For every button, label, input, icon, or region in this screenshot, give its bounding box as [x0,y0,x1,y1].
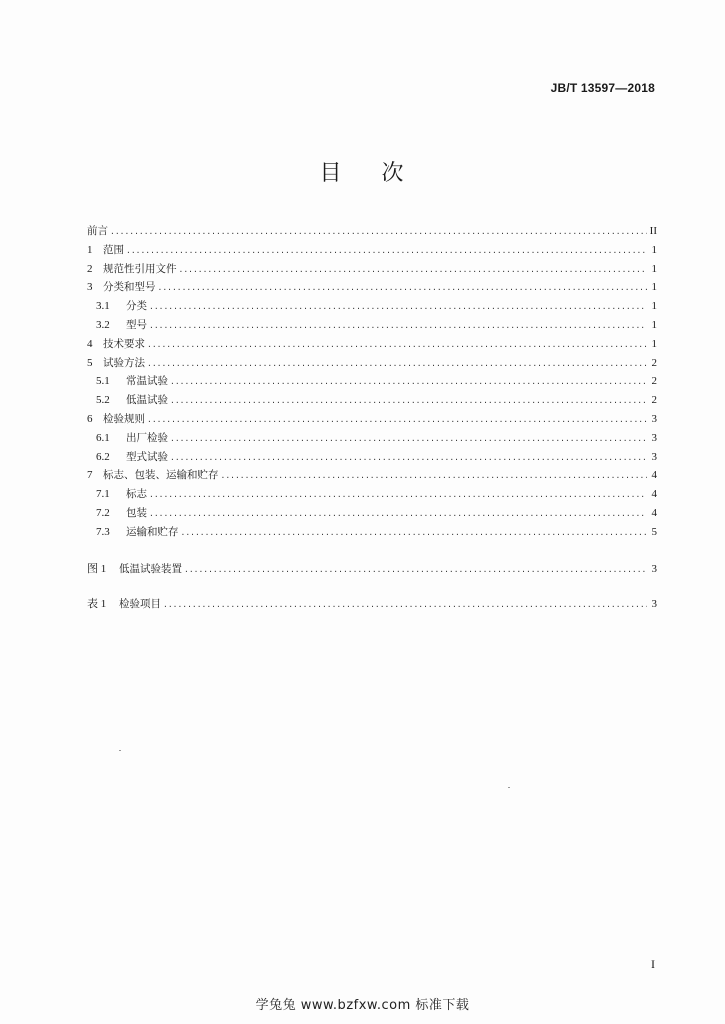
toc-table-text: 检验项目 [119,598,161,611]
toc-entry-text: 前言 [87,225,108,237]
toc-entry-number: 7 [87,469,93,482]
toc-entry-page: 2 [651,356,657,369]
toc-leader-dots [149,486,647,505]
toc-entry-page: 1 [651,281,657,294]
toc-entry-text: 试验方法 [103,356,145,369]
toc-leader-dots [149,298,647,317]
toc-leader-dots [147,336,647,355]
toc-figure-page: 3 [651,562,657,575]
toc-entry-number: 5.1 [96,375,110,388]
toc-entry-6-1[interactable] [87,429,657,448]
toc-entry-text: 常温试验 [126,375,168,388]
toc-entry-text: 出厂检验 [126,431,168,444]
toc-entry-number: 1 [87,243,93,256]
toc-leader-dots [170,430,647,449]
toc-entry-number: 5.2 [96,394,110,407]
toc-entry-text: 技术要求 [103,337,145,350]
toc-entry-number: 7.2 [96,506,110,519]
toc-entry-number: 3.1 [96,300,110,313]
toc-entry-number: 3.2 [96,318,110,331]
toc-figure-text: 低温试验装置 [119,562,182,575]
toc-entry-text: 范围 [103,243,124,256]
toc-leader-dots [149,317,647,336]
toc-entry-number: 4 [87,337,93,350]
toc-entry-6-2[interactable] [87,448,657,467]
toc-entry-page: 3 [651,450,657,463]
table-of-contents [87,222,657,614]
toc-entry-3[interactable] [87,278,657,297]
toc-entry-text: 型号 [126,318,147,331]
toc-leader-dots [163,596,647,615]
toc-entry-page: 2 [651,394,657,407]
standard-number: JB/T 13597—2018 [550,81,655,95]
toc-leader-dots [110,223,647,242]
toc-leader-dots [170,373,647,392]
toc-entry-1[interactable] [87,241,657,260]
toc-entry-number: 3 [87,281,93,294]
toc-entry-5[interactable] [87,354,657,373]
toc-entry-text: 包装 [126,506,147,519]
toc-entry-7-2[interactable] [87,504,657,523]
toc-leader-dots [179,261,648,280]
toc-leader-dots [184,561,647,580]
toc-entry-page: 3 [651,431,657,444]
toc-leader-dots [149,505,647,524]
toc-entry-7-1[interactable] [87,485,657,504]
toc-entry-text: 分类 [126,300,147,313]
toc-entry-7-3[interactable] [87,523,657,542]
page-number: I [651,957,655,971]
toc-title [0,156,725,187]
toc-leader-dots [170,449,647,468]
toc-entry-4[interactable] [87,335,657,354]
toc-entry-text: 检验规则 [103,412,145,425]
toc-entry-page: 4 [651,506,657,519]
toc-entry-text: 标志 [126,488,147,501]
toc-leader-dots [158,279,648,298]
scan-speck [119,750,121,751]
toc-entry-page: 1 [651,337,657,350]
toc-entry-text: 型式试验 [126,450,168,463]
toc-leader-dots [147,355,647,374]
toc-leader-dots [170,392,647,411]
toc-leader-dots [221,467,648,486]
toc-entry-text: 运输和贮存 [126,525,179,538]
toc-entry-page: 1 [651,318,657,331]
toc-title-part1: 目 [319,161,344,186]
toc-entry-number: 7.1 [96,488,110,501]
toc-entry-number: 2 [87,262,93,275]
toc-entry-text: 低温试验 [126,394,168,407]
toc-entry-number: 7.3 [96,525,110,538]
toc-entry-page: II [649,225,657,237]
toc-entry-number: 6.1 [96,431,110,444]
toc-entry-number: 6 [87,412,93,425]
toc-entry-3-1[interactable] [87,297,657,316]
toc-entry-number: 5 [87,356,93,369]
toc-entry-page: 4 [651,488,657,501]
toc-entry-page: 4 [651,469,657,482]
toc-table-1[interactable] [87,595,657,614]
toc-entry-foreword[interactable] [87,222,657,241]
toc-figure-number: 图 1 [87,562,107,575]
toc-entry-7[interactable] [87,466,657,485]
toc-entry-text: 标志、包装、运输和贮存 [103,469,219,482]
toc-entry-5-2[interactable] [87,391,657,410]
toc-entry-page: 5 [651,525,657,538]
toc-entry-5-1[interactable] [87,372,657,391]
toc-entry-number: 6.2 [96,450,110,463]
toc-entry-page: 2 [651,375,657,388]
toc-entry-6[interactable] [87,410,657,429]
watermark: 学兔兔 www.bzfxw.com 标准下载 [255,998,470,1013]
toc-leader-dots [147,411,647,430]
toc-entry-text: 规范性引用文件 [103,262,177,275]
toc-entry-text: 分类和型号 [103,281,156,294]
toc-figure-1[interactable] [87,560,657,579]
toc-table-page: 3 [651,598,657,611]
scan-speck [508,787,510,788]
toc-table-number: 表 1 [87,598,107,611]
toc-entry-3-2[interactable] [87,316,657,335]
toc-entry-page: 1 [651,300,657,313]
toc-leader-dots [126,242,647,261]
toc-entry-2[interactable] [87,260,657,279]
toc-entry-page: 1 [651,262,657,275]
toc-entry-page: 3 [651,412,657,425]
toc-entry-page: 1 [651,243,657,256]
toc-title-part2: 次 [381,161,406,186]
toc-leader-dots [181,524,648,543]
